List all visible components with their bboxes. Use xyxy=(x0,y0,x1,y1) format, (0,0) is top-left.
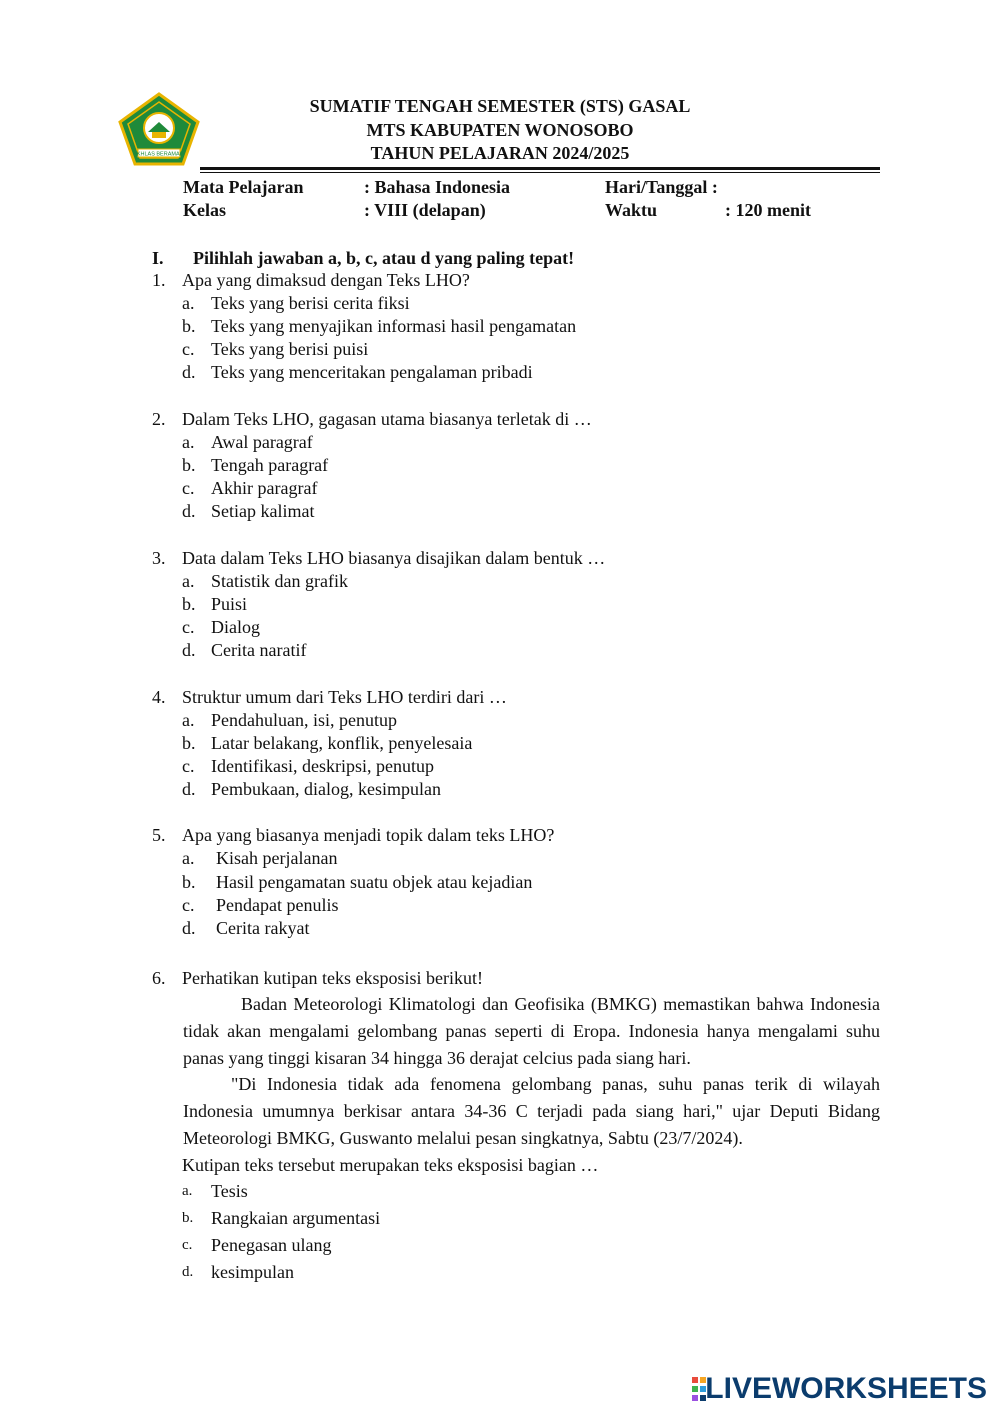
option-letter: d. xyxy=(182,501,196,521)
option-letter: a. xyxy=(182,293,195,313)
option-letter: c. xyxy=(182,895,195,915)
option-text[interactable]: Teks yang berisi cerita fiksi xyxy=(211,293,410,313)
option-text[interactable]: Tengah paragraf xyxy=(211,455,329,475)
option-text[interactable]: Setiap kalimat xyxy=(211,501,315,521)
time-label: Waktu xyxy=(605,200,658,220)
option-letter: a. xyxy=(182,1183,193,1199)
option-text[interactable]: Hasil pengamatan suatu objek atau kejadian xyxy=(216,872,533,892)
option-letter: a. xyxy=(182,432,195,452)
option-text[interactable]: Teks yang menceritakan pengalaman pribadi xyxy=(211,362,533,382)
question-text: Dalam Teks LHO, gagasan utama biasanya terletak di … xyxy=(182,409,592,429)
question-text: Data dalam Teks LHO biasanya disajikan dalam bentuk … xyxy=(182,548,606,568)
option-text[interactable]: Awal paragraf xyxy=(211,432,313,452)
header-rule-thin xyxy=(200,172,880,173)
option-text[interactable]: Statistik dan grafik xyxy=(211,571,348,591)
question-number: 4. xyxy=(152,687,166,707)
subject-label: Mata Pelajaran xyxy=(183,177,304,197)
subject-value: : Bahasa Indonesia xyxy=(364,177,511,197)
option-letter: b. xyxy=(182,316,196,336)
option-letter: d. xyxy=(182,918,196,938)
option-letter: c. xyxy=(182,1237,193,1253)
question-text: Struktur umum dari Teks LHO terdiri dari … xyxy=(182,687,507,707)
question-text: Apa yang dimaksud dengan Teks LHO? xyxy=(182,270,470,290)
option-text[interactable]: Rangkaian argumentasi xyxy=(211,1208,381,1228)
option-letter: b. xyxy=(182,872,196,892)
option-letter: b. xyxy=(182,1210,194,1226)
question-number: 3. xyxy=(152,548,166,568)
question-number: 1. xyxy=(152,270,166,290)
option-letter: d. xyxy=(182,640,196,660)
header-title: SUMATIF TENGAH SEMESTER (STS) GASAL xyxy=(309,96,691,116)
class-value: : VIII (delapan) xyxy=(364,200,486,220)
time-value: : 120 menit xyxy=(725,200,811,220)
liveworksheets-logo[interactable]: LIVEWORKSHEETS xyxy=(705,1372,987,1405)
question-text: Perhatikan kutipan teks eksposisi berikut! xyxy=(182,968,483,988)
option-letter: c. xyxy=(182,617,195,637)
option-letter: b. xyxy=(182,594,196,614)
question-prompt: Kutipan teks tersebut merupakan teks eksposisi bagian … xyxy=(182,1155,599,1175)
option-text[interactable]: Pendahuluan, isi, penutup xyxy=(211,710,397,730)
option-letter: b. xyxy=(182,455,196,475)
option-text[interactable]: Teks yang menyajikan informasi hasil pengamatan xyxy=(211,316,577,336)
option-text[interactable]: Penegasan ulang xyxy=(211,1235,332,1255)
option-letter: d. xyxy=(182,779,196,799)
option-text[interactable]: Cerita naratif xyxy=(211,640,307,660)
header-year: TAHUN PELAJARAN 2024/2025 xyxy=(370,143,630,163)
option-letter: a. xyxy=(182,710,195,730)
madrasah-logo xyxy=(118,92,200,166)
option-text[interactable]: Tesis xyxy=(211,1181,248,1201)
section-number: I. xyxy=(152,248,164,268)
question-number: 2. xyxy=(152,409,166,429)
passage-paragraph: Badan Meteorologi Klimatologi dan Geofisika (BMKG) memastikan bahwa Indonesia tidak akan mengalami gelombang panas seperti di Eropa. Indonesia hanya mengalami suhu panas yang tinggi kisaran 34 hingga 36 derajat celcius pada siang hari. xyxy=(183,994,880,1068)
option-letter: d. xyxy=(182,362,196,382)
option-letter: c. xyxy=(182,756,195,776)
option-letter: c. xyxy=(182,478,195,498)
passage-paragraph: "Di Indonesia tidak ada fenomena gelombang panas, suhu panas terik di wilayah Indonesia umumnya berkisar antara 34-36 C terjadi pada siang hari," ujar Deputi Bidang Meteorologi BMKG, Guswanto melalui pesan singkatnya, Sabtu (23/7/2024). xyxy=(183,1074,880,1148)
option-text[interactable]: Puisi xyxy=(211,594,248,614)
option-letter: b. xyxy=(182,733,196,753)
option-text[interactable]: Latar belakang, konflik, penyelesaia xyxy=(211,733,473,753)
svg-text:IKHLAS BERAMAL: IKHLAS BERAMAL xyxy=(135,151,183,158)
option-letter: a. xyxy=(182,571,195,591)
section-instruction: Pilihlah jawaban a, b, c, atau d yang paling tepat! xyxy=(193,248,575,268)
header-rule-thick xyxy=(200,167,880,170)
option-text[interactable]: Akhir paragraf xyxy=(211,478,318,498)
option-text[interactable]: Cerita rakyat xyxy=(216,918,310,938)
option-letter: a. xyxy=(182,848,195,868)
class-label: Kelas xyxy=(183,200,226,220)
option-letter: c. xyxy=(182,339,195,359)
option-text[interactable]: Pendapat penulis xyxy=(216,895,339,915)
option-text[interactable]: Kisah perjalanan xyxy=(216,848,338,868)
question-text: Apa yang biasanya menjadi topik dalam teks LHO? xyxy=(182,825,555,845)
option-text[interactable]: Teks yang berisi puisi xyxy=(211,339,369,359)
option-letter: d. xyxy=(182,1264,194,1280)
date-label: Hari/Tanggal : xyxy=(605,177,718,197)
option-text[interactable]: kesimpulan xyxy=(211,1262,294,1282)
question-number: 6. xyxy=(152,968,166,988)
question-number: 5. xyxy=(152,825,166,845)
option-text[interactable]: Identifikasi, deskripsi, penutup xyxy=(211,756,434,776)
option-text[interactable]: Pembukaan, dialog, kesimpulan xyxy=(211,779,441,799)
header-school: MTS KABUPATEN WONOSOBO xyxy=(366,120,634,140)
option-text[interactable]: Dialog xyxy=(211,617,260,637)
